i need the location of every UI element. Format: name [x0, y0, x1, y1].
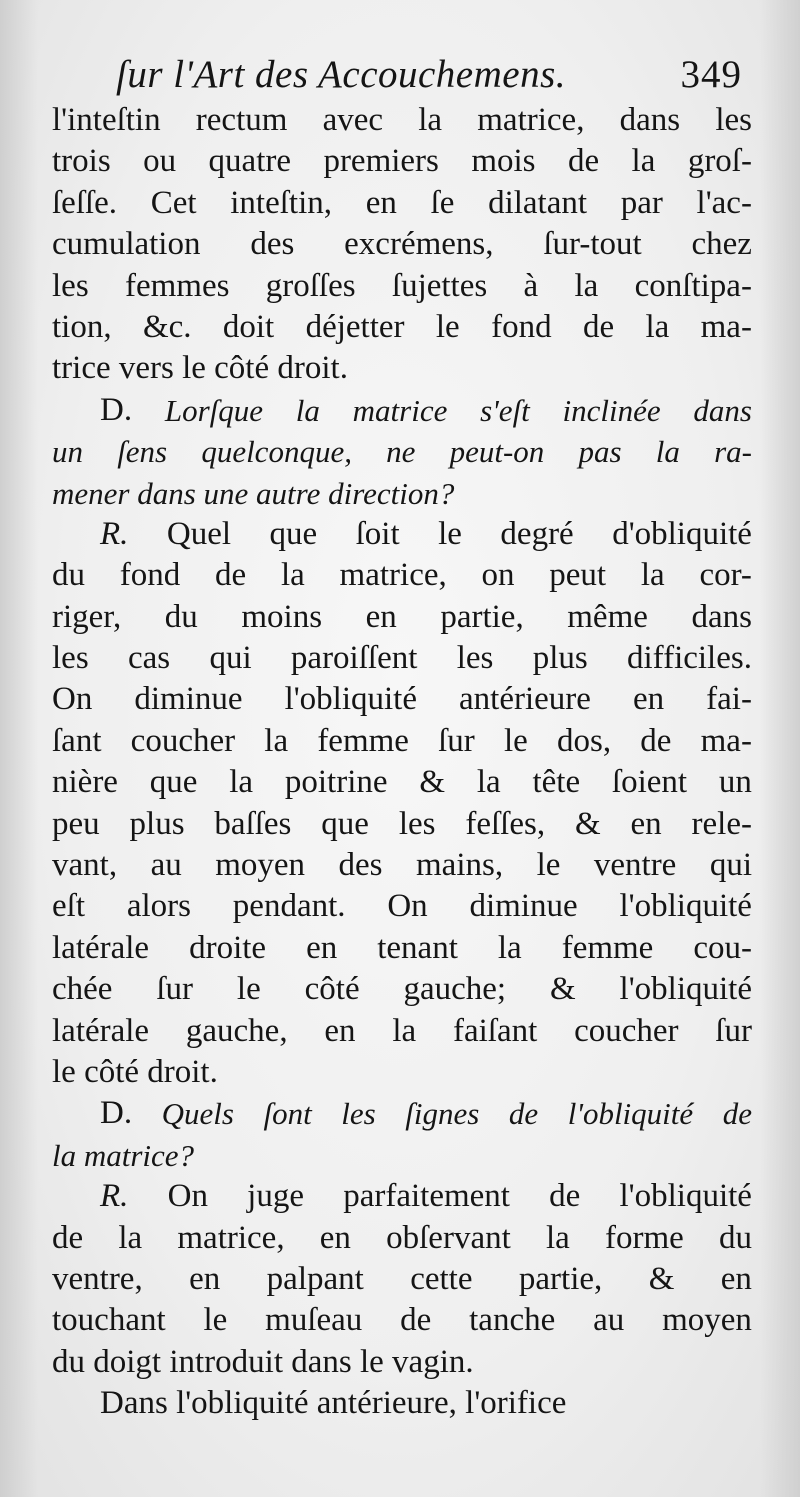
- word: forme: [605, 1219, 684, 1256]
- word: des: [250, 226, 295, 263]
- word: juge: [247, 1178, 304, 1215]
- text-line: [52, 183, 752, 224]
- word: antérieure: [459, 681, 591, 718]
- word: le: [503, 722, 528, 759]
- word: faiſant: [452, 1012, 538, 1049]
- word: qui: [209, 640, 252, 677]
- word: la: [295, 392, 320, 428]
- word: déjetter: [305, 308, 405, 345]
- word: le: [536, 847, 561, 884]
- word: de: [722, 1096, 752, 1132]
- word: gauche;: [403, 971, 507, 1008]
- text-line: [52, 597, 752, 638]
- word: l'ac-: [696, 184, 752, 221]
- word: côté: [304, 971, 360, 1008]
- word: les: [715, 102, 752, 138]
- text-line: [52, 141, 752, 182]
- line-text: du doigt introduit dans le vagin.: [52, 1343, 474, 1380]
- word: ſoit: [355, 515, 400, 552]
- word: qui: [709, 847, 752, 884]
- text-line: [52, 1383, 752, 1424]
- line-text: mener dans une autre direction?: [52, 475, 455, 511]
- word: que: [149, 764, 198, 801]
- word: difficiles.: [627, 640, 752, 677]
- word: le: [435, 308, 460, 345]
- word: &c.: [142, 308, 192, 345]
- word: un: [718, 764, 752, 801]
- word: &: [549, 971, 576, 1008]
- word: droite: [189, 929, 267, 966]
- word: en: [319, 1219, 351, 1256]
- text-line: [52, 100, 752, 141]
- text-line: [52, 845, 752, 886]
- text-line: [52, 473, 752, 514]
- word: la: [545, 1219, 570, 1256]
- word: muſeau: [265, 1302, 363, 1339]
- word: gauche,: [185, 1012, 288, 1049]
- word: par: [620, 184, 663, 221]
- word: en: [306, 929, 338, 966]
- word: tenant: [377, 929, 458, 966]
- word: coucher: [574, 1012, 679, 1049]
- word: peut: [549, 557, 607, 594]
- word: les: [52, 640, 89, 677]
- text-line: [52, 721, 752, 762]
- word: ra-: [714, 434, 752, 470]
- word: la: [280, 557, 305, 594]
- word: d'obliquité: [612, 515, 752, 552]
- word: l'obliquité: [284, 681, 417, 718]
- text-line: [52, 224, 752, 265]
- text-line: [52, 1135, 752, 1176]
- word: vant,: [52, 847, 118, 884]
- word: chez: [691, 226, 752, 263]
- word: les: [341, 1096, 376, 1132]
- text-line: [52, 1093, 752, 1134]
- word: l'obliquité: [619, 1178, 752, 1215]
- word: peut-on: [449, 434, 545, 470]
- word: excrémens,: [344, 226, 494, 263]
- word: conſtipa-: [634, 267, 752, 304]
- word: Lorſque: [164, 392, 264, 428]
- word: groſſes: [265, 267, 356, 304]
- word: ne: [386, 434, 416, 470]
- word: du: [719, 1219, 752, 1256]
- word: dans: [619, 102, 681, 138]
- word: matrice: [352, 392, 448, 428]
- word: la: [476, 764, 501, 801]
- word: dilatant: [488, 184, 588, 221]
- word: cumulation: [52, 226, 201, 263]
- word: du: [52, 557, 85, 594]
- word: la: [655, 434, 680, 470]
- word: l'obliquité: [567, 1096, 694, 1132]
- word: ma-: [700, 308, 752, 345]
- word: plus: [129, 805, 185, 842]
- word: partie,: [518, 1260, 603, 1297]
- word: moins: [241, 598, 323, 635]
- word: mains,: [416, 847, 504, 884]
- word: la: [392, 1012, 417, 1049]
- text-line: [52, 1176, 752, 1217]
- text-line: [52, 266, 752, 307]
- word: fond: [491, 308, 552, 345]
- text-line: [52, 1052, 752, 1093]
- line-text: Dans l'obliquité antérieure, l'orifice: [100, 1385, 567, 1422]
- word: moyen: [662, 1302, 752, 1339]
- word: la: [497, 929, 522, 966]
- word: la: [418, 102, 443, 138]
- text-line: [52, 390, 752, 431]
- word: ma-: [700, 722, 752, 759]
- word: on: [481, 557, 515, 594]
- word: diminue: [469, 888, 578, 925]
- word: inclinée: [562, 392, 661, 428]
- word: cas: [127, 640, 171, 677]
- word: même: [567, 598, 648, 635]
- speaker-label: R.: [100, 515, 129, 552]
- word: eſt: [52, 888, 85, 925]
- text-line: [52, 431, 752, 472]
- word: matrice,: [177, 1219, 285, 1256]
- page-header: [116, 52, 742, 102]
- word: &: [648, 1260, 675, 1297]
- word: touchant: [52, 1302, 166, 1339]
- word: ſignes: [405, 1096, 480, 1132]
- word: ſe: [430, 184, 455, 221]
- word: ſeſſe.: [52, 184, 118, 221]
- page-shadow-left: [0, 0, 38, 1497]
- word: en: [632, 681, 665, 718]
- word: cette: [410, 1260, 473, 1297]
- word: On: [52, 681, 93, 718]
- text-line: [52, 1259, 752, 1300]
- word: riger,: [52, 598, 122, 635]
- word: femmes: [124, 267, 230, 304]
- word: poitrine: [284, 764, 388, 801]
- body-text: [52, 100, 752, 1425]
- word: ſur: [715, 1012, 752, 1049]
- word: ventre,: [52, 1260, 143, 1297]
- word: mois: [471, 143, 536, 180]
- word: quatre: [208, 143, 291, 180]
- word: obſervant: [386, 1219, 511, 1256]
- text-line: [52, 762, 752, 803]
- word: dans: [693, 392, 752, 428]
- word: de: [400, 1302, 432, 1339]
- word: dos,: [557, 722, 612, 759]
- word: feſſes,: [465, 805, 546, 842]
- word: groſ-: [687, 143, 752, 180]
- word: Quels: [161, 1096, 234, 1132]
- word: doit: [222, 308, 275, 345]
- word: de: [508, 1096, 539, 1132]
- word: fai-: [706, 681, 752, 718]
- word: diminue: [134, 681, 243, 718]
- word: ſant: [52, 722, 102, 759]
- word: en: [365, 184, 397, 221]
- word: les: [52, 267, 89, 304]
- word: la: [118, 1219, 143, 1256]
- word: paroiſſent: [290, 640, 418, 677]
- word: ſoient: [611, 764, 688, 801]
- running-title: ſur l'Art des Accouchemens.: [116, 53, 567, 96]
- word: de: [215, 557, 247, 594]
- word: latérale: [52, 1012, 150, 1049]
- word: des: [338, 847, 383, 884]
- word: ſur: [156, 971, 194, 1008]
- word: &: [574, 805, 601, 842]
- word: rectum: [195, 102, 288, 138]
- word: que: [269, 515, 318, 552]
- text-line: [52, 307, 752, 348]
- word: de: [640, 722, 672, 759]
- word: les: [456, 640, 494, 677]
- word: en: [365, 598, 397, 635]
- word: rele-: [691, 805, 752, 842]
- word: de: [567, 143, 600, 180]
- word: partie,: [440, 598, 524, 635]
- text-line: [52, 555, 752, 596]
- word: pendant.: [232, 888, 346, 925]
- word: de: [52, 1219, 84, 1256]
- word: baſſes: [214, 805, 292, 842]
- word: un: [52, 434, 83, 470]
- word: On: [167, 1178, 208, 1215]
- word: le: [438, 515, 462, 552]
- word: au: [593, 1302, 625, 1339]
- word: que: [321, 805, 369, 842]
- text-line: [52, 969, 752, 1010]
- word: le: [203, 1302, 228, 1339]
- word: ſens: [117, 434, 168, 470]
- word: ſujettes: [391, 267, 488, 304]
- word: l'obliquité: [619, 888, 752, 925]
- word: en: [189, 1260, 221, 1297]
- word: matrice,: [339, 557, 447, 594]
- word: nière: [52, 764, 118, 801]
- word: en: [720, 1260, 752, 1297]
- word: la: [574, 267, 599, 304]
- word: coucher: [130, 722, 236, 759]
- word: de: [549, 1178, 581, 1215]
- line-text: la matrice?: [52, 1137, 195, 1173]
- text-line: [52, 1011, 752, 1052]
- word: ſur: [438, 722, 475, 759]
- text-line: [52, 886, 752, 927]
- word: en: [324, 1012, 356, 1049]
- word: moyen: [215, 847, 306, 884]
- word: ſont: [263, 1096, 312, 1132]
- word: femme: [561, 929, 654, 966]
- speaker-label: D.: [100, 391, 133, 428]
- word: &: [419, 764, 446, 801]
- word: les: [398, 805, 436, 842]
- line-text: le côté droit.: [52, 1053, 218, 1090]
- word: la: [264, 722, 289, 759]
- word: pas: [578, 434, 622, 470]
- word: cor-: [699, 557, 752, 594]
- word: le: [236, 971, 261, 1008]
- speaker-label: D.: [100, 1095, 133, 1132]
- word: parfaitement: [343, 1178, 510, 1215]
- text-line: [52, 348, 752, 389]
- text-line: [52, 804, 752, 845]
- word: chée: [52, 971, 113, 1008]
- word: palpant: [266, 1260, 364, 1297]
- word: tanche: [469, 1302, 556, 1339]
- word: la: [645, 308, 670, 345]
- page-number: 349: [680, 53, 742, 96]
- word: latérale: [52, 929, 150, 966]
- word: la: [229, 764, 254, 801]
- text-line: [52, 1300, 752, 1341]
- word: fond: [119, 557, 181, 594]
- word: On: [387, 888, 428, 925]
- word: tion,: [52, 308, 112, 345]
- word: trois: [52, 143, 111, 180]
- word: l'obliquité: [619, 971, 752, 1008]
- line-text: trice vers le côté droit.: [52, 350, 348, 387]
- word: peu: [52, 805, 100, 842]
- word: femme: [317, 722, 409, 759]
- word: ſur-tout: [543, 226, 642, 263]
- word: la: [640, 557, 665, 594]
- word: dans: [691, 598, 752, 635]
- word: au: [150, 847, 182, 884]
- word: ou: [143, 143, 177, 180]
- word: à: [523, 267, 539, 304]
- word: plus: [532, 640, 588, 677]
- word: degré: [500, 515, 574, 552]
- text-line: [52, 514, 752, 555]
- text-line: [52, 638, 752, 679]
- word: Cet: [150, 184, 197, 221]
- word: en: [630, 805, 662, 842]
- word: du: [164, 598, 198, 635]
- word: matrice,: [477, 102, 585, 138]
- page-shadow-right: [760, 0, 800, 1497]
- word: ventre: [593, 847, 677, 884]
- word: la: [631, 143, 656, 180]
- word: l'inteſtin: [52, 102, 161, 138]
- word: Quel: [166, 515, 232, 552]
- word: de: [582, 308, 615, 345]
- word: alors: [126, 888, 191, 925]
- text-line: [52, 928, 752, 969]
- text-line: [52, 679, 752, 720]
- speaker-label: R.: [100, 1178, 129, 1215]
- word: quelconque,: [201, 434, 352, 470]
- word: tête: [532, 764, 581, 801]
- text-line: [52, 1218, 752, 1259]
- word: premiers: [323, 143, 439, 180]
- word: inteſtin,: [230, 184, 333, 221]
- word: s'eſt: [480, 392, 530, 428]
- word: avec: [322, 102, 384, 138]
- word: cou-: [693, 929, 752, 966]
- text-line: [52, 1342, 752, 1383]
